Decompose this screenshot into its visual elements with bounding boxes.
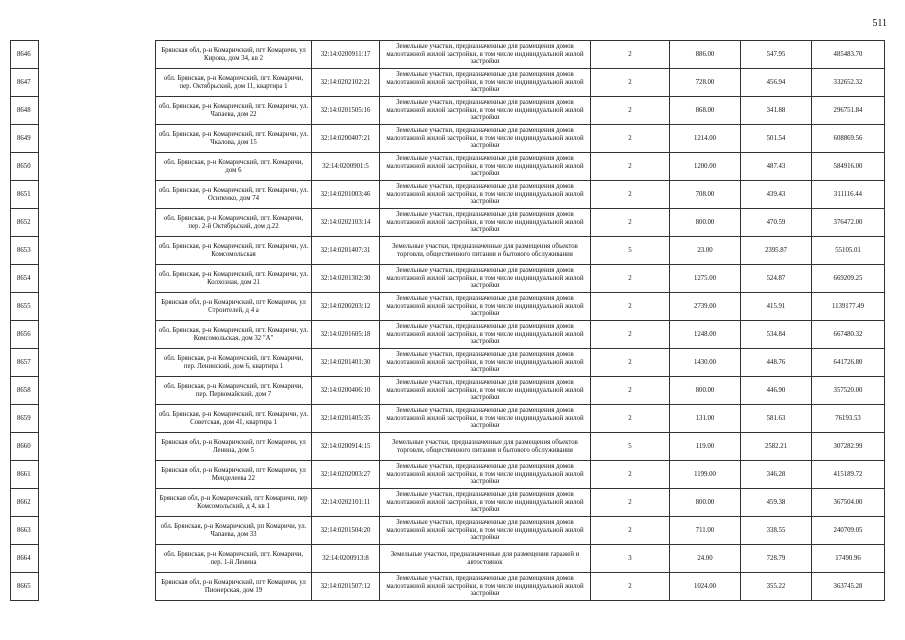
row-number-cell: 8651 [11,181,39,209]
row-number-cell: 8661 [11,461,39,489]
cadastral-value-cell: 55105.01 [812,237,885,265]
cadastral-number-cell: 32:14:0201507:12 [312,573,380,601]
group-cell: 2 [591,321,670,349]
area-cell: 800.00 [670,489,741,517]
table-row [11,489,885,517]
cadastral-value-cell: 415189.72 [812,461,885,489]
cadastral-number-cell: 32:14:0200914:15 [312,433,380,461]
land-use-cell: Земельные участки, предназначенные для размещения домов малоэтажной жилой застройки, в том числе индивидуальной жилой застройки [380,517,591,545]
unit-value-cell: 355.22 [741,573,812,601]
group-cell: 2 [591,153,670,181]
land-use-cell: Земельные участки, предназначенные для размещения домов малоэтажной жилой застройки, в том числе индивидуальной жилой застройки [380,69,591,97]
table-row [11,153,885,181]
group-cell: 2 [591,125,670,153]
row-number-cell: 8652 [11,209,39,237]
address-cell: обл. Брянская, р-н Комаричский, пгт. Комаричи, ул. Комсомольская, дом 32 "А" [156,321,312,349]
group-cell: 2 [591,517,670,545]
row-number-cell: 8655 [11,293,39,321]
area-cell: 800.00 [670,377,741,405]
address-cell: Брянская обл, р-н Комаричский, пгт Комаричи, пер Комсомольский, д 4, кв 1 [156,489,312,517]
table-row [11,69,885,97]
group-cell: 2 [591,489,670,517]
cadastral-number-cell: 32:14:0201401:30 [312,349,380,377]
row-number-cell: 8649 [11,125,39,153]
cadastral-value-cell: 17490.96 [812,545,885,573]
land-use-cell: Земельные участки, предназначенные для размещения домов малоэтажной жилой застройки, в том числе индивидуальной жилой застройки [380,489,591,517]
cadastral-number-cell: 32:14:0201302:30 [312,265,380,293]
cadastral-number-cell: 32:14:0201505:16 [312,97,380,125]
cadastral-value-cell: 307282.99 [812,433,885,461]
area-cell: 1024.00 [670,573,741,601]
cadastral-number-cell: 32:14:0202003:27 [312,461,380,489]
empty-cell [39,349,156,377]
group-cell: 2 [591,293,670,321]
cadastral-value-cell: 641726.80 [812,349,885,377]
empty-cell [39,237,156,265]
area-cell: 23.00 [670,237,741,265]
address-cell: Брянская обл, р-н Комаричский, пгт Комаричи, ул Пионерская, дом 19 [156,573,312,601]
row-number-cell: 8653 [11,237,39,265]
unit-value-cell: 446.90 [741,377,812,405]
row-number-cell: 8665 [11,573,39,601]
group-cell: 2 [591,265,670,293]
cadastral-number-cell: 32:14:0201407:31 [312,237,380,265]
unit-value-cell: 524.87 [741,265,812,293]
land-valuation-table [10,40,885,601]
address-cell: обл. Брянская, р-н Комаричский, пгт. Комаричи, пер. Первомайский, дом 7 [156,377,312,405]
page-number: 511 [872,18,887,29]
land-use-cell: Земельные участки, предназначенные для размещения домов малоэтажной жилой застройки, в том числе индивидуальной жилой застройки [380,293,591,321]
land-use-cell: Земельные участки, предназначенные для размещения домов малоэтажной жилой застройки, в том числе индивидуальной жилой застройки [380,573,591,601]
table-row [11,181,885,209]
area-cell: 2739.00 [670,293,741,321]
address-cell: обл. Брянская, р-н Комаричский, пгт. Комаричи, ул. Осипенко, дом 74 [156,181,312,209]
address-cell: обл. Брянская, р-н Комаричский, пгт. Комаричи, ул. Чапаева, дом 22 [156,97,312,125]
land-use-cell: Земельные участки, предназначенные для размещения домов малоэтажной жилой застройки, в том числе индивидуальной жилой застройки [380,209,591,237]
cadastral-value-cell: 669209.25 [812,265,885,293]
address-cell: обл. Брянская, р-н Комаричский, пгт. Комаричи, дом 6 [156,153,312,181]
area-cell: 728.00 [670,69,741,97]
land-use-cell: Земельные участки, предназначенные для размещения домов малоэтажной жилой застройки, в том числе индивидуальной жилой застройки [380,153,591,181]
cadastral-number-cell: 32:14:0200407:21 [312,125,380,153]
group-cell: 3 [591,545,670,573]
unit-value-cell: 547.95 [741,41,812,69]
empty-cell [39,41,156,69]
cadastral-number-cell: 32:14:0201504:20 [312,517,380,545]
area-cell: 711.00 [670,517,741,545]
cadastral-value-cell: 363745.28 [812,573,885,601]
empty-cell [39,405,156,433]
table-row [11,265,885,293]
cadastral-number-cell: 32:14:0201405:35 [312,405,380,433]
area-cell: 1199.00 [670,461,741,489]
empty-cell [39,293,156,321]
area-cell: 131.00 [670,405,741,433]
land-use-cell: Земельные участки, предназначенные для размещения домов малоэтажной жилой застройки, в том числе индивидуальной жилой застройки [380,461,591,489]
empty-cell [39,517,156,545]
cadastral-value-cell: 667480.32 [812,321,885,349]
cadastral-number-cell: 32:14:0200406:10 [312,377,380,405]
unit-value-cell: 415.91 [741,293,812,321]
row-number-cell: 8646 [11,41,39,69]
table-row [11,573,885,601]
empty-cell [39,545,156,573]
address-cell: обл. Брянская, р-н Комаричский, пгт. Комаричи, пер. Ленинский, дом 6, квартира 1 [156,349,312,377]
land-use-cell: Земельные участки, предназначенные для размещения домов малоэтажной жилой застройки, в том числе индивидуальной жилой застройки [380,41,591,69]
group-cell: 5 [591,237,670,265]
cadastral-value-cell: 1139177.49 [812,293,885,321]
unit-value-cell: 448.76 [741,349,812,377]
address-cell: Брянская обл, р-н Комаричский, пгт Комаричи, ул Кирова, дом 34, кв 2 [156,41,312,69]
row-number-cell: 8660 [11,433,39,461]
cadastral-value-cell: 332652.32 [812,69,885,97]
empty-cell [39,69,156,97]
row-number-cell: 8657 [11,349,39,377]
address-cell: обл. Брянская, р-н Комаричский, пгт. Комаричи, ул. Колхозная, дом 21 [156,265,312,293]
land-use-cell: Земельные участки, предназначенные для размещения домов малоэтажной жилой застройки, в том числе индивидуальной жилой застройки [380,181,591,209]
group-cell: 2 [591,461,670,489]
land-use-cell: Земельные участки, предназначенные для размещения объектов торговли, общественного питания и бытового обслуживания [380,237,591,265]
unit-value-cell: 581.63 [741,405,812,433]
unit-value-cell: 487.43 [741,153,812,181]
cadastral-value-cell: 357520.00 [812,377,885,405]
area-cell: 708.00 [670,181,741,209]
empty-cell [39,181,156,209]
address-cell: обл. Брянская, р-н Комаричский, пгт. Комаричи, ул. Чкалова, дом 15 [156,125,312,153]
group-cell: 2 [591,41,670,69]
land-use-cell: Земельные участки, предназначенные для размещения домов малоэтажной жилой застройки, в том числе индивидуальной жилой застройки [380,97,591,125]
area-cell: 119.00 [670,433,741,461]
row-number-cell: 8658 [11,377,39,405]
row-number-cell: 8654 [11,265,39,293]
unit-value-cell: 346.28 [741,461,812,489]
unit-value-cell: 728.79 [741,545,812,573]
table-row [11,41,885,69]
empty-cell [39,97,156,125]
address-cell: обл. Брянская, р-н Комаричский, пгт. Комаричи, ул. Советская, дом 41, квартира 1 [156,405,312,433]
cadastral-number-cell: 32:14:0200913:8 [312,545,380,573]
empty-cell [39,489,156,517]
cadastral-value-cell: 240709.05 [812,517,885,545]
table-row [11,293,885,321]
group-cell: 2 [591,181,670,209]
table-row [11,349,885,377]
cadastral-value-cell: 311116.44 [812,181,885,209]
unit-value-cell: 534.84 [741,321,812,349]
land-use-cell: Земельные участки, предназначенные для размещения объектов торговли, общественного питания и бытового обслуживания [380,433,591,461]
table-row [11,405,885,433]
cadastral-number-cell: 32:14:0202101:11 [312,489,380,517]
cadastral-number-cell: 32:14:0201003:46 [312,181,380,209]
address-cell: обл. Брянская, р-н Комаричский, пгт. Комаричи, пер. 1-й Ленина [156,545,312,573]
group-cell: 5 [591,433,670,461]
table-row [11,321,885,349]
table-row [11,125,885,153]
row-number-cell: 8663 [11,517,39,545]
cadastral-value-cell: 584916.00 [812,153,885,181]
cadastral-number-cell: 32:14:0200203:12 [312,293,380,321]
empty-cell [39,433,156,461]
row-number-cell: 8647 [11,69,39,97]
row-number-cell: 8662 [11,489,39,517]
land-use-cell: Земельные участки, предназначенные для размещения домов малоэтажной жилой застройки, в том числе индивидуальной жилой застройки [380,125,591,153]
unit-value-cell: 459.38 [741,489,812,517]
row-number-cell: 8659 [11,405,39,433]
cadastral-number-cell: 32:14:0200911:17 [312,41,380,69]
address-cell: обл. Брянская, р-н Комаричский, рп Комаричи, ул. Чапаева, дом 33 [156,517,312,545]
unit-value-cell: 439.43 [741,181,812,209]
table-row [11,97,885,125]
row-number-cell: 8664 [11,545,39,573]
group-cell: 2 [591,573,670,601]
table-row [11,545,885,573]
empty-cell [39,573,156,601]
area-cell: 800.00 [670,209,741,237]
row-number-cell: 8650 [11,153,39,181]
unit-value-cell: 338.55 [741,517,812,545]
table-row [11,377,885,405]
group-cell: 2 [591,349,670,377]
cadastral-value-cell: 296751.84 [812,97,885,125]
group-cell: 2 [591,69,670,97]
area-cell: 24.00 [670,545,741,573]
cadastral-number-cell: 32:14:0200901:5 [312,153,380,181]
empty-cell [39,209,156,237]
row-number-cell: 8656 [11,321,39,349]
empty-cell [39,265,156,293]
cadastral-value-cell: 485483.70 [812,41,885,69]
row-number-cell: 8648 [11,97,39,125]
address-cell: Брянская обл, р-н Комаричский, пгт Комаричи, ул Строителей, д 4 а [156,293,312,321]
land-use-cell: Земельные участки, предназначенные для размещения домов малоэтажной жилой застройки, в том числе индивидуальной жилой застройки [380,405,591,433]
area-cell: 1275.00 [670,265,741,293]
area-cell: 1214.00 [670,125,741,153]
area-cell: 1248.00 [670,321,741,349]
empty-cell [39,153,156,181]
land-use-cell: Земельные участки, предназначенные для размещения гаражей и автостоянок [380,545,591,573]
cadastral-value-cell: 76193.53 [812,405,885,433]
cadastral-value-cell: 608869.56 [812,125,885,153]
table-row [11,433,885,461]
address-cell: Брянская обл, р-н Комаричский, пгт Комаричи, ул Ленина, дом 5 [156,433,312,461]
land-use-cell: Земельные участки, предназначенные для размещения домов малоэтажной жилой застройки, в том числе индивидуальной жилой застройки [380,321,591,349]
address-cell: обл. Брянская, р-н Комаричский, пгт. Комаричи, ул. Комсомольская [156,237,312,265]
land-use-cell: Земельные участки, предназначенные для размещения домов малоэтажной жилой застройки, в том числе индивидуальной жилой застройки [380,349,591,377]
address-cell: обл. Брянская, р-н Комаричский, пгт. Комаричи, пер. Октябрьский, дом 11, квартира 1 [156,69,312,97]
table-row [11,209,885,237]
empty-cell [39,125,156,153]
unit-value-cell: 2395.87 [741,237,812,265]
unit-value-cell: 501.54 [741,125,812,153]
table-row [11,517,885,545]
table-row [11,237,885,265]
group-cell: 2 [591,405,670,433]
group-cell: 2 [591,97,670,125]
address-cell: Брянская обл, р-н Комаричский, пгт Комаричи, ул Менделеева 22 [156,461,312,489]
unit-value-cell: 341.88 [741,97,812,125]
cadastral-value-cell: 367504.00 [812,489,885,517]
area-cell: 1200.00 [670,153,741,181]
land-use-cell: Земельные участки, предназначенные для размещения домов малоэтажной жилой застройки, в том числе индивидуальной жилой застройки [380,265,591,293]
cadastral-value-cell: 376472.00 [812,209,885,237]
cadastral-number-cell: 32:14:0201605:18 [312,321,380,349]
group-cell: 2 [591,377,670,405]
table-row [11,461,885,489]
empty-cell [39,461,156,489]
unit-value-cell: 2582.21 [741,433,812,461]
cadastral-number-cell: 32:14:0202102:21 [312,69,380,97]
cadastral-number-cell: 32:14:0202103:14 [312,209,380,237]
unit-value-cell: 470.59 [741,209,812,237]
empty-cell [39,377,156,405]
area-cell: 868.00 [670,97,741,125]
empty-cell [39,321,156,349]
group-cell: 2 [591,209,670,237]
area-cell: 886.00 [670,41,741,69]
address-cell: обл. Брянская, р-н Комаричский, пгт. Комаричи, пер. 2-й Октябрьский, дом д.22 [156,209,312,237]
unit-value-cell: 456.94 [741,69,812,97]
area-cell: 1430.00 [670,349,741,377]
land-use-cell: Земельные участки, предназначенные для размещения домов малоэтажной жилой застройки, в том числе индивидуальной жилой застройки [380,377,591,405]
